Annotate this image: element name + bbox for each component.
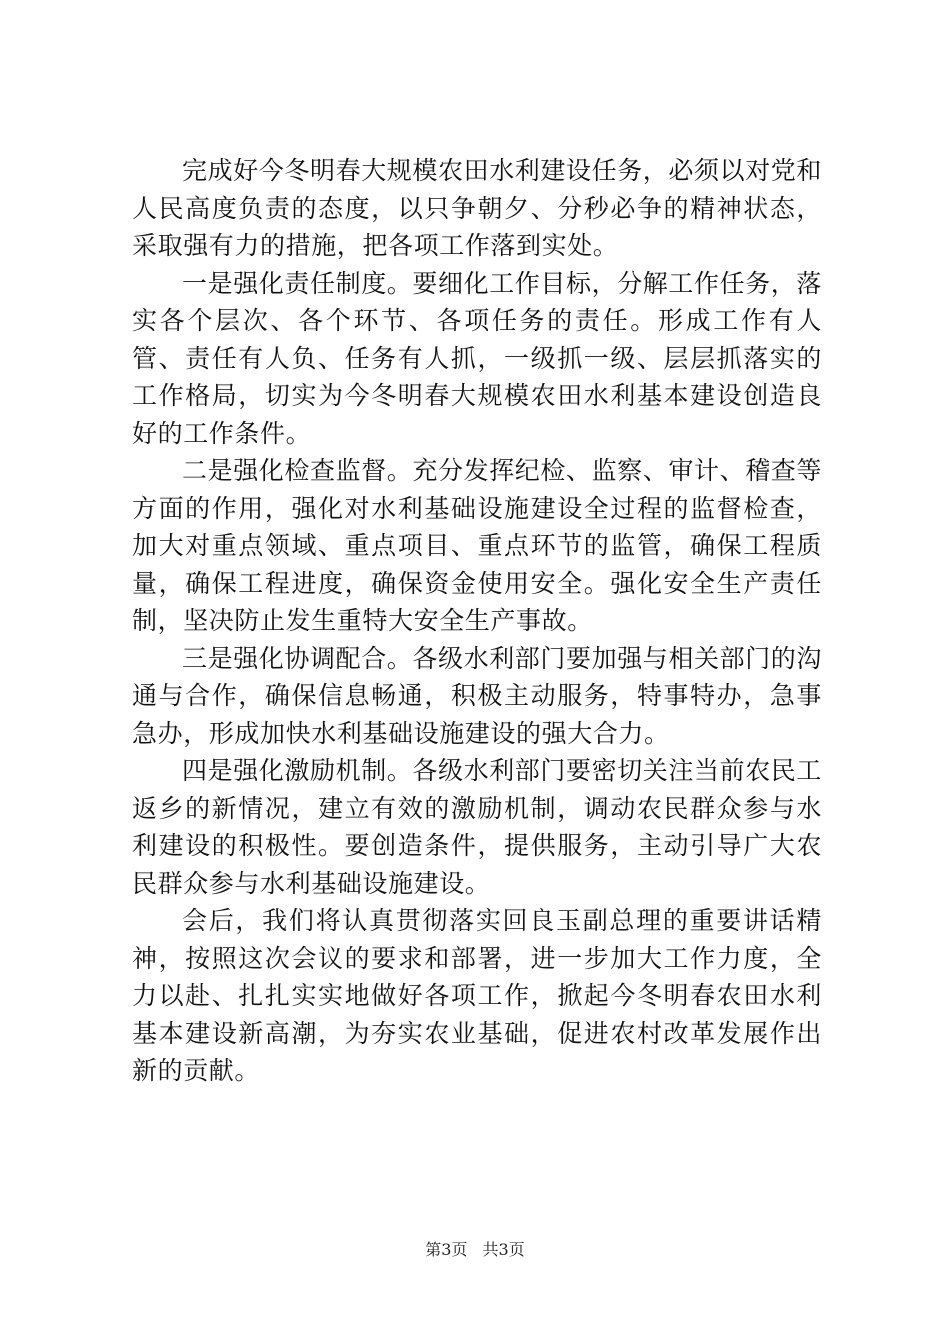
paragraph-supervision: 二是强化检查监督。充分发挥纪检、监察、审计、稽查等方面的作用，强化对水利基础设施建设全过程的监督检查，加大对重点领域、重点项目、重点环节的监管，确保工程质量，确保工程进度，确保资金使用安全。强化安全生产责任制，坚决防止发生重特大安全生产事故。 <box>132 456 823 635</box>
page-total: 共3页 <box>482 1240 525 1259</box>
document-body <box>132 152 822 1090</box>
paragraph-incentive: 四是强化激励机制。各级水利部门要密切关注当前农民工返乡的新情况，建立有效的激励机制，调动农民群众参与水利建设的积极性。要创造条件，提供服务，主动引导广大农民群众参与水利基础设施建设。 <box>132 756 823 898</box>
paragraph-responsibility: 一是强化责任制度。要细化工作目标，分解工作任务，落实各个层次、各个环节、各项任务的责任。形成工作有人管、责任有人负、任务有人抓，一级抓一级、层层抓落实的工作格局，切实为今冬明春大规模农田水利基本建设创造良好的工作条件。 <box>132 268 823 448</box>
page-footer <box>0 1240 950 1260</box>
page-number: 第3页 <box>425 1240 468 1259</box>
paragraph-intro: 完成好今冬明春大规模农田水利建设任务，必须以对党和人民高度负责的态度，以只争朝夕、分秒必争的精神状态，采取强有力的措施，把各项工作落到实处。 <box>132 156 823 260</box>
paragraph-conclusion: 会后，我们将认真贯彻落实回良玉副总理的重要讲话精神，按照这次会议的要求和部署，进一步加大工作力度，全力以赴、扎扎实实地做好各项工作，掀起今冬明春农田水利基本建设新高潮，为夯实农业基础，促进农村改革发展作出新的贡献。 <box>132 906 822 1085</box>
paragraph-coordination: 三是强化协调配合。各级水利部门要加强与相关部门的沟通与合作，确保信息畅通，积极主动服务，特事特办，急事急办，形成加快水利基础设施建设的强大合力。 <box>132 643 823 748</box>
